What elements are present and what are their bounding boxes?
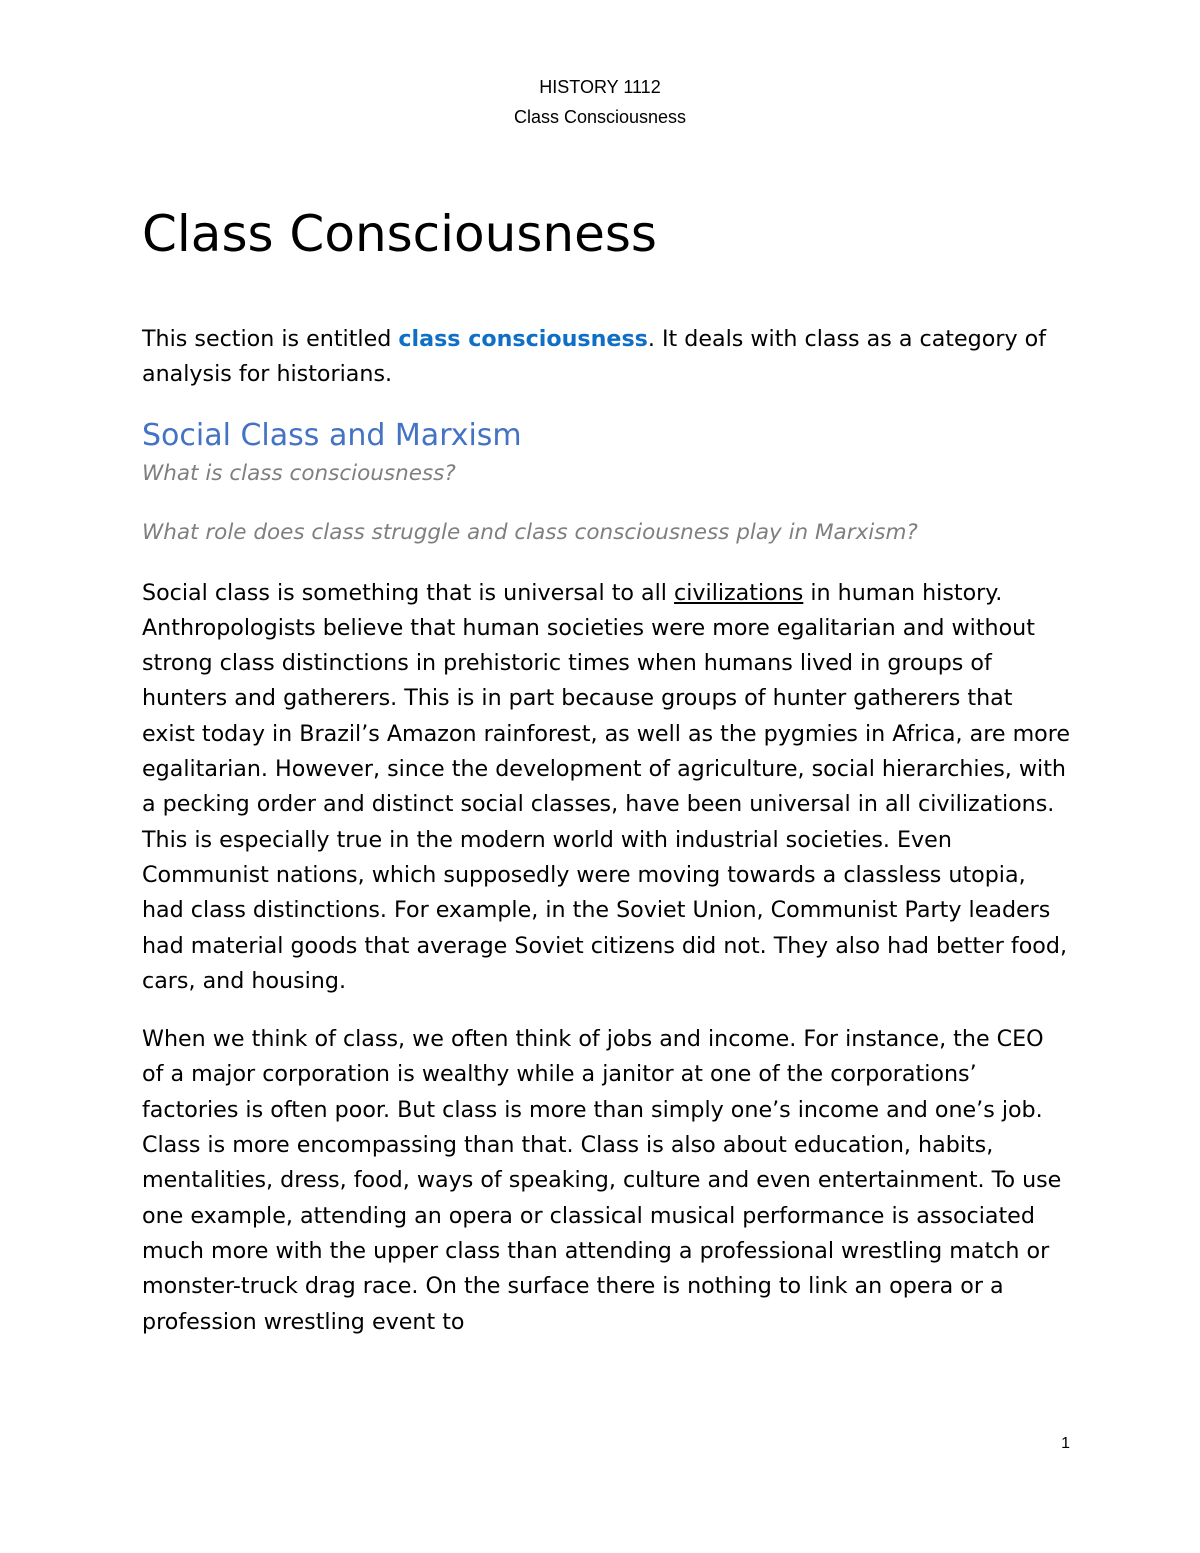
intro-text-after: . It deals with class as a category of analysis for historians.	[142, 326, 1047, 388]
body-paragraph-1	[142, 576, 1072, 1000]
section-question-1: What is class consciousness?	[142, 460, 456, 486]
intro-paragraph	[142, 322, 1072, 393]
section-heading: Social Class and Marxism	[142, 417, 522, 453]
intro-text-before: This section is entitled	[142, 326, 399, 352]
header-subtitle: Class Consciousness	[513, 107, 687, 127]
document-body	[142, 196, 1072, 1363]
page-number: 1	[1061, 1435, 1070, 1452]
page-header	[0, 72, 1200, 132]
paragraph1-text-after: in human history. Anthropologists believe that human societies were more egalitarian and without strong class distinctions in prehistoric times when humans lived in groups of hunters and gatherers. This is in part because groups of hunter gatherers that exist today in Brazil’s Amazon rainforest, as well as the pygmies in Africa, are more egalitarian. However, since the development of agriculture, social hierarchies, with a pecking order and distinct social classes, have been universal in all civilizations. This is especially true in the modern world with industrial societies. Even Communist nations, which supposedly were moving towards a classless utopia, had class distinctions. For example, in the Soviet Union, Communist Party leaders had material goods that average Soviet citizens did not. They also had better food, cars, and housing.	[142, 579, 1071, 994]
header-course: HISTORY 1112	[539, 77, 661, 97]
body-paragraph-2: When we think of class, we often think of jobs and income. For instance, the CEO of a major corporation is wealthy while a janitor at one of the corporations’ factories is often poor. But class is more than simply one’s income and one’s job. Class is more encompassing than that. Class is also about education, habits, mentalities, dress, food, ways of speaking, culture and even entertainment. To use one example, attending an opera or classical musical performance is associated much more with the upper class than attending a professional wrestling match or monster-truck drag race. On the surface there is nothing to link an opera or a profession wrestling event to	[142, 1026, 1062, 1335]
section-question-2: What role does class struggle and class consciousness play in Marxism?	[142, 519, 918, 545]
paragraph1-text-before: Social class is something that is universal to all	[142, 579, 675, 606]
civilizations-link[interactable]: civilizations	[674, 579, 804, 606]
document-title: Class Consciousness	[142, 205, 657, 263]
key-term: class consciousness	[398, 326, 648, 352]
